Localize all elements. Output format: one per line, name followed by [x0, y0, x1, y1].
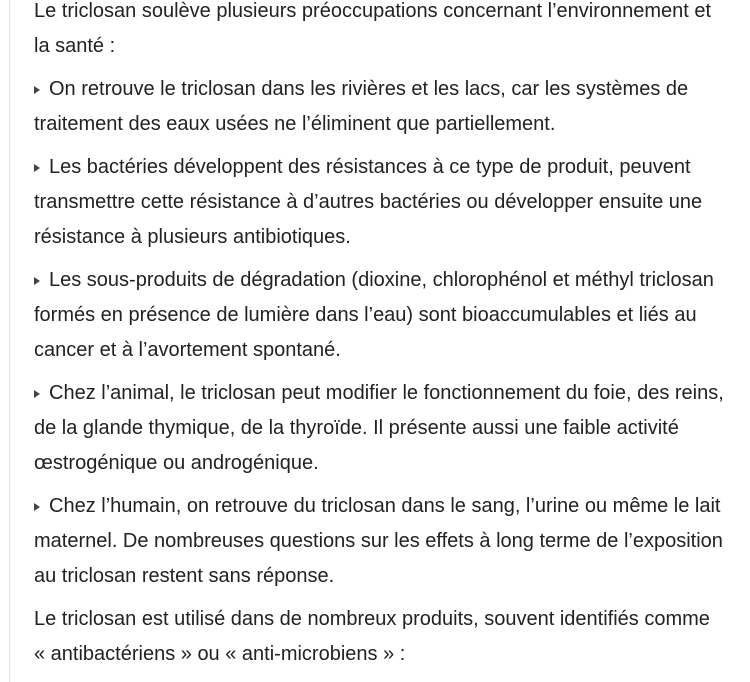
bullet-text: transmettre cette résistance à d’autres bactéries ou développer ensuite une — [34, 191, 703, 214]
bullet-text: traitement des eaux usées ne l’éliminent que partiellement. — [34, 112, 556, 135]
bullet-text: Chez l’humain, on retrouve du triclosan dans le sang, l’urine ou même le lait — [49, 495, 721, 518]
bullet-item-resistance — [34, 150, 750, 254]
bullet-item-human — [34, 489, 750, 593]
bullet-text: Les bactéries développent des résistances à ce type de produit, peuvent — [49, 156, 691, 179]
article-content — [34, 0, 750, 681]
triangle-bullet-icon — [34, 277, 40, 285]
left-divider — [9, 0, 10, 682]
bullet-item-byproducts — [34, 263, 750, 367]
outro-paragraph — [34, 602, 750, 672]
bullet-text: au triclosan restent sans réponse. — [34, 564, 335, 587]
bullet-text: résistance à plusieurs antibiotiques. — [34, 225, 351, 248]
bullet-text: de la glande thymique, de la thyroïde. Il présente aussi une faible activité — [34, 417, 679, 440]
triangle-bullet-icon — [34, 390, 40, 398]
bullet-text: formés en présence de lumière dans l’eau) sont bioaccumulables et liés au — [34, 304, 697, 327]
triangle-bullet-icon — [34, 164, 40, 172]
bullet-item-rivers — [34, 72, 750, 142]
bullet-text: cancer et à l’avortement spontané. — [34, 338, 341, 361]
outro-line-2: « antibactériens » ou « anti-microbiens » : — [34, 643, 406, 666]
bullet-item-animal — [34, 376, 750, 480]
intro-line-1: Le triclosan soulève plusieurs préoccupations concernant l’environnement et — [34, 0, 712, 22]
bullet-text: maternel. De nombreuses questions sur les effets à long terme de l’exposition — [34, 530, 723, 553]
intro-line-2: la santé : — [34, 34, 116, 57]
intro-paragraph — [34, 0, 750, 64]
outro-line-1: Le triclosan est utilisé dans de nombreux produits, souvent identifiés comme — [34, 608, 710, 631]
triangle-bullet-icon — [34, 86, 40, 94]
bullet-text: On retrouve le triclosan dans les rivières et les lacs, car les systèmes de — [49, 78, 689, 101]
bullet-text: Chez l’animal, le triclosan peut modifier le fonctionnement du foie, des reins, — [49, 382, 724, 405]
bullet-text: Les sous-produits de dégradation (dioxine, chlorophénol et méthyl triclosan — [49, 269, 714, 292]
triangle-bullet-icon — [34, 503, 40, 511]
bullet-text: œstrogénique ou androgénique. — [34, 451, 319, 474]
